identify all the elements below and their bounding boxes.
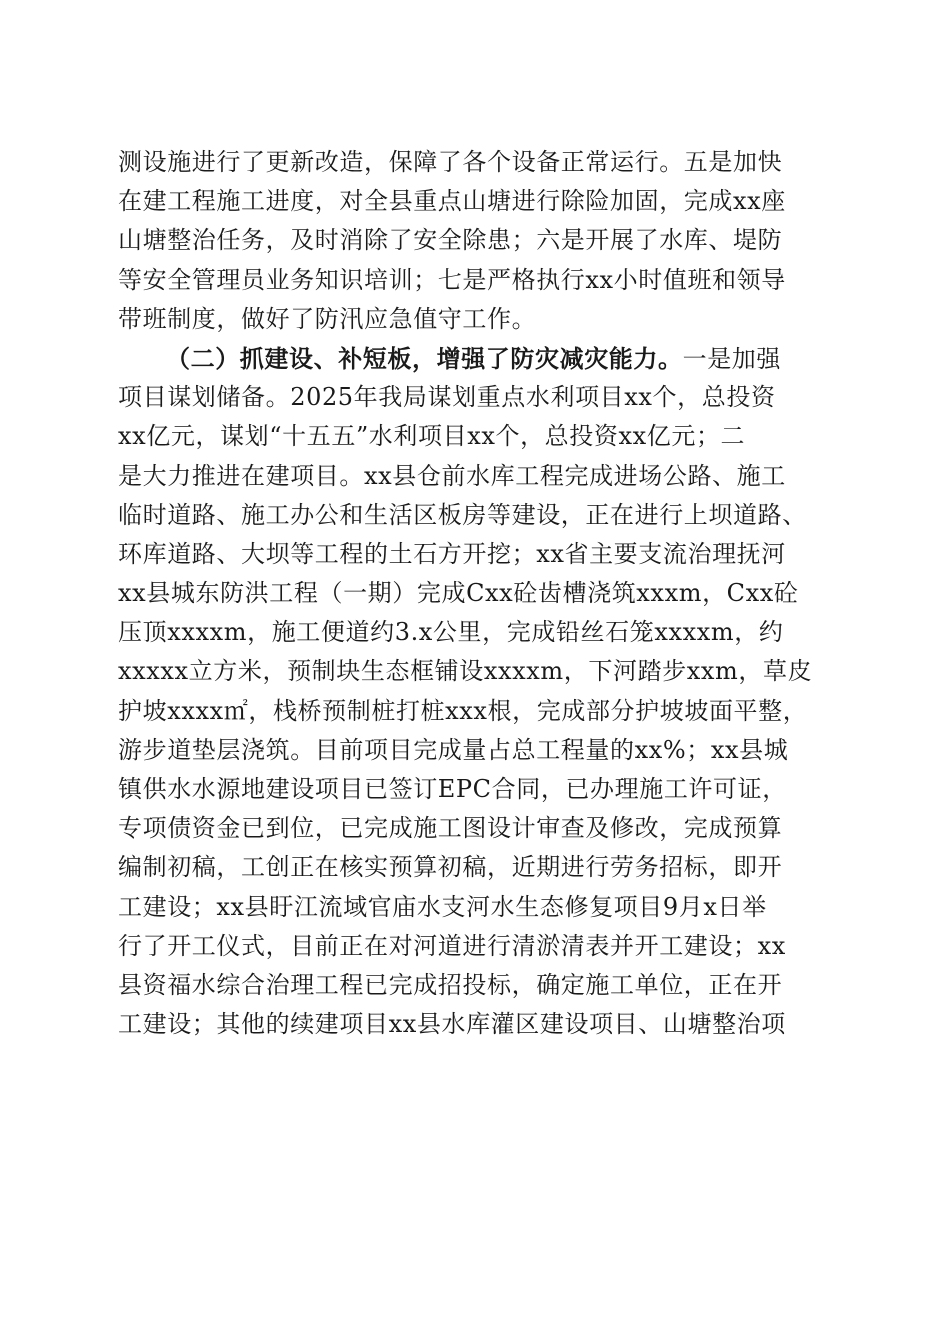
section-heading: （二）抓建设、补短板，增强了防灾减灾能力。 [166,343,683,373]
paragraph-line: 项目谋划储备。2025年我局谋划重点水利项目xx个，总投资 [118,383,776,412]
section-heading-line [118,339,834,378]
paragraph-line: 等安全管理员业务知识培训；七是严格执行xx小时值班和领导 [118,265,786,294]
paragraph-line: 编制初稿，工创正在核实预算初稿，近期进行劳务招标，即开 [118,853,783,882]
paragraph-line: 压顶xxxxm，施工便道约3.x公里，完成铅丝石笼xxxxm，约 [118,618,784,647]
paragraph-line: 测设施进行了更新改造，保障了各个设备正常运行。五是加快 [118,148,783,176]
paragraph-line: 带班制度，做好了防汛应急值守工作。 [118,304,537,333]
paragraph-line: 行了开工仪式，目前正在对河道进行清淤清表并开工建设；xx [118,931,786,960]
body-text [118,143,834,1044]
paragraph-line: xxxxx立方米，预制块生态框铺设xxxxm，下河踏步xxm，草皮 [118,657,813,686]
paragraph-line: 山塘整治任务，及时消除了安全除患；六是开展了水库、堤防 [118,226,783,255]
paragraph-line: 护坡xxxx㎡，栈桥预制桩打桩xxx根，完成部分护坡坡面平整， [118,696,808,725]
paragraph-line: 游步道垫层浇筑。目前项目完成量占总工程量的xx%；xx县城 [118,735,789,764]
paragraph-text: 一是加强 [682,344,782,373]
paragraph-line: 工建设；xx县盱江流域官庙水支河水生态修复项目9月x日举 [118,892,767,921]
paragraph-line: xx县城东防洪工程（一期）完成Cxx砼齿槽浇筑xxxm，Cxx砼 [118,579,799,608]
paragraph-line: 工建设；其他的续建项目xx县水库灌区建设项目、山塘整治项 [118,1010,786,1039]
paragraph-line: 是大力推进在建项目。xx县仓前水库工程完成进场公路、施工 [118,461,786,490]
paragraph-line: 临时道路、施工办公和生活区板房等建设，正在进行上坝道路、 [118,500,807,529]
paragraph-line: 专项债资金已到位，已完成施工图设计审查及修改，完成预算 [118,814,783,843]
paragraph-line: xx亿元，谋划“十五五”水利项目xx个，总投资xx亿元；二 [118,422,746,451]
paragraph-line: 镇供水水源地建设项目已签订EPC合同，已办理施工许可证， [118,775,787,803]
paragraph-line: 县资福水综合治理工程已完成招投标，确定施工单位，正在开 [118,970,783,999]
paragraph-line: 环库道路、大坝等工程的土石方开挖；xx省主要支流治理抚河 [118,539,786,568]
paragraph-line: 在建工程施工进度，对全县重点山塘进行除险加固，完成xx座 [118,187,786,216]
